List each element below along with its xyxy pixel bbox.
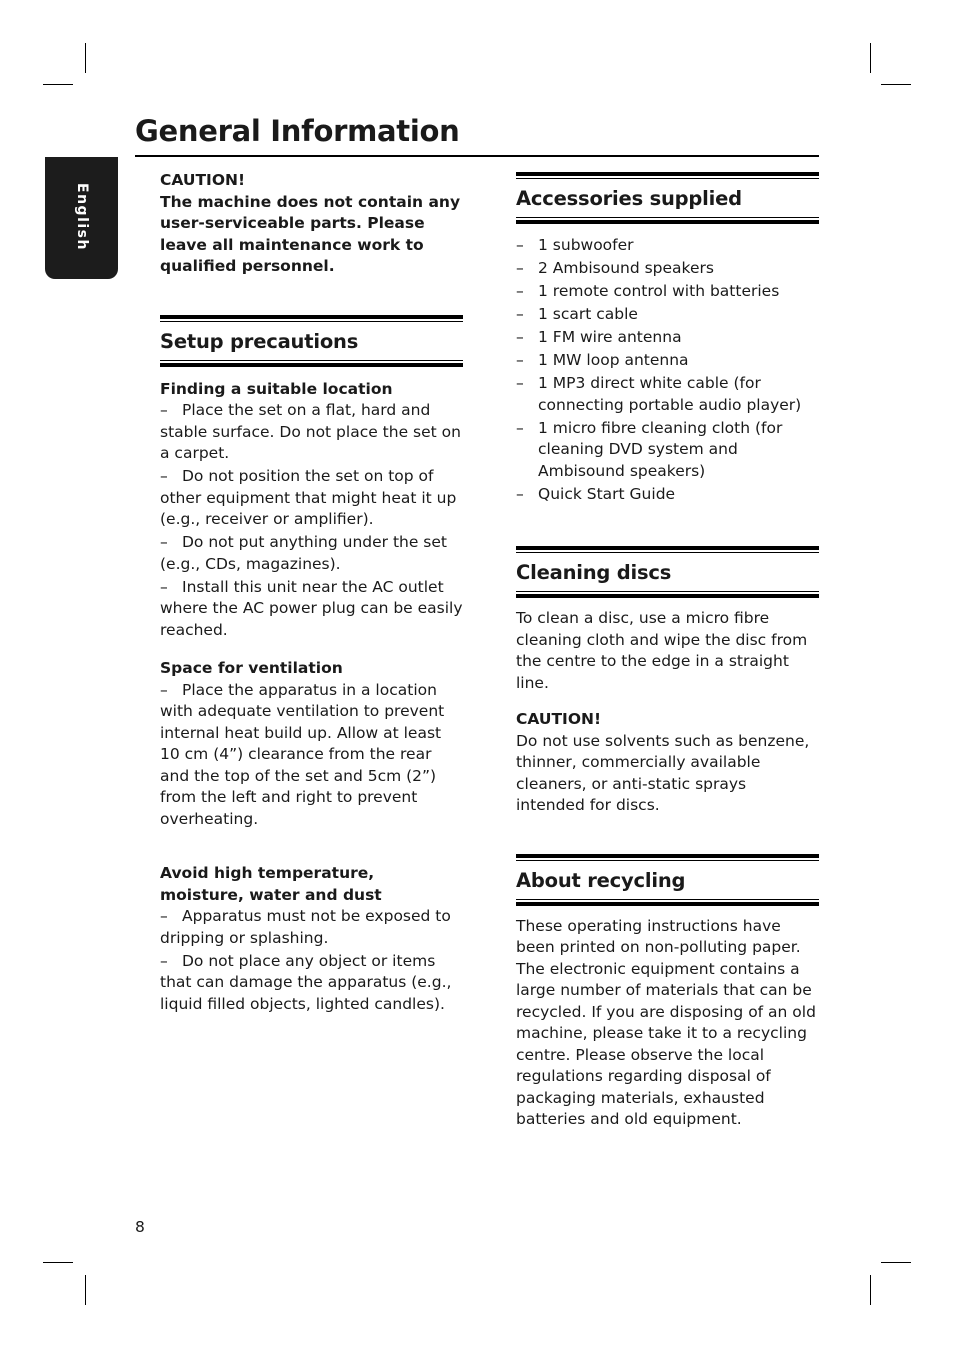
crop-mark: [85, 43, 86, 73]
section-rule: [516, 172, 819, 179]
list-item: – Quick Start Guide: [516, 484, 676, 503]
setup-precautions-section: [160, 315, 463, 367]
avoid-heading: Avoid high temperature, moisture, water and dust: [160, 864, 382, 904]
list-item: – 1 FM wire antenna: [516, 328, 682, 346]
recycling-section: [516, 854, 819, 906]
list-item: – 1 subwoofer: [516, 236, 634, 254]
section-rule: [516, 591, 819, 598]
accessories-list: [516, 235, 819, 505]
section-rule: [516, 899, 819, 906]
caution-title: CAUTION!: [160, 171, 246, 189]
list-item: – Place the apparatus in a location with adequate ventilation to prevent internal heat build up. Allow at least 10 cm (4”) clearance from the rear and the top of the set and 5cm (2”) from the left and right to prevent overheating.: [160, 680, 445, 828]
section-rule: [516, 854, 819, 861]
crop-mark: [870, 1275, 871, 1305]
list-item: – Do not position the set on top of other equipment that might heat it up (e.g., receiver or amplifier).: [160, 467, 457, 528]
list-item: – 1 remote control with batteries: [516, 282, 780, 300]
section-rule: [160, 360, 463, 367]
section-rule: [516, 217, 819, 224]
crop-mark: [881, 84, 911, 85]
cleaning-text: To clean a disc, use a micro fibre cleaning cloth and wipe the disc from the centre to the edge in a straight line.: [516, 609, 808, 692]
recycling-text: These operating instructions have been printed on non-polluting paper. The electronic equipment contains a large number of materials that can be recycled. If you are disposing of an old machine, please take it to a recycling centre. Please observe the local regulations regarding disposal of packaging materials, exhausted batteries and old equipment.: [516, 916, 816, 1128]
list-item: – Do not put anything under the set (e.g., CDs, magazines).: [160, 533, 447, 573]
list-item: – Install this unit near the AC outlet where the AC power plug can be easily reached.: [160, 577, 463, 639]
page-title: General Information: [135, 114, 460, 148]
caution-body: The machine does not contain any user-serviceable parts. Please leave all maintenance work to qualified personnel.: [160, 192, 461, 275]
crop-mark: [43, 1262, 73, 1263]
title-rule: [135, 155, 819, 157]
crop-mark: [85, 1275, 86, 1305]
left-column: [160, 170, 463, 1015]
crop-mark: [43, 84, 73, 85]
page-number: 8: [135, 1218, 145, 1236]
list-item: – Place the set on a flat, hard and stable surface. Do not place the set on a carpet.: [160, 401, 461, 462]
crop-mark: [870, 43, 871, 73]
language-tab-label: English: [73, 183, 90, 251]
list-item: – 1 MW loop antenna: [516, 351, 689, 369]
list-item: – 1 micro fibre cleaning cloth (for cleaning DVD system and Ambisound speakers): [516, 418, 783, 480]
cleaning-caution-title: CAUTION!: [516, 710, 602, 728]
list-item: – 1 MP3 direct white cable (for connecting portable audio player): [516, 374, 802, 414]
list-item: – Do not place any object or items that can damage the apparatus (e.g., liquid filled objects, lighted candles).: [160, 951, 452, 1013]
section-rule: [160, 315, 463, 322]
language-tab: [45, 157, 118, 279]
section-heading: About recycling: [516, 868, 686, 892]
right-column: [516, 172, 819, 1131]
ventilation-heading: Space for ventilation: [160, 659, 343, 677]
list-item: – 2 Ambisound speakers: [516, 259, 714, 277]
accessories-section: [516, 172, 819, 224]
list-item: – Apparatus must not be exposed to dripping or splashing.: [160, 907, 451, 947]
cleaning-section: [516, 546, 819, 598]
section-heading: Setup precautions: [160, 329, 359, 353]
crop-mark: [881, 1262, 911, 1263]
cleaning-caution-text: Do not use solvents such as benzene, thinner, commercially available cleaners, or anti-static sprays intended for discs.: [516, 731, 810, 814]
list-item: – 1 scart cable: [516, 305, 638, 323]
section-heading: Accessories supplied: [516, 187, 742, 210]
section-rule: [516, 546, 819, 553]
section-heading: Cleaning discs: [516, 561, 672, 584]
location-heading: Finding a suitable location: [160, 379, 393, 398]
